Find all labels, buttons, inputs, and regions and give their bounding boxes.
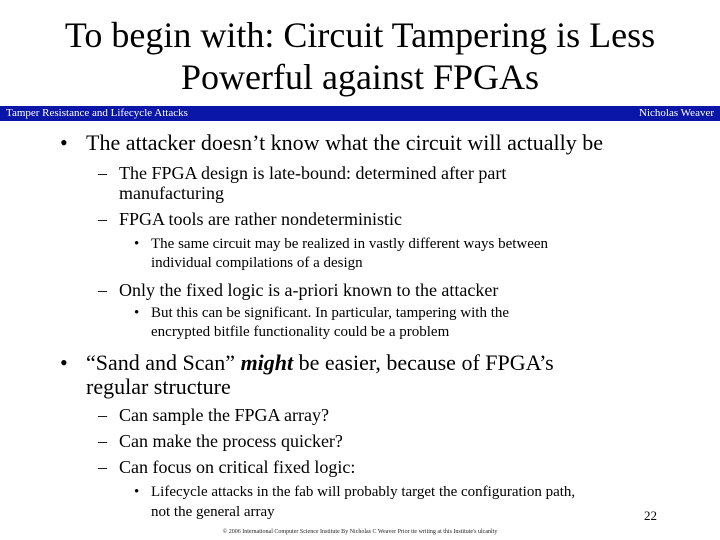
sub-bullet-text: Can make the process quicker? [119, 431, 343, 451]
sub-sub-bullet-continuation: individual compilations of a design [151, 255, 363, 271]
band-left-text: Tamper Resistance and Lifecycle Attacks [6, 107, 188, 119]
sub-sub-bullet-item [134, 236, 549, 253]
bullet-icon: • [134, 236, 140, 252]
dash-icon: – [98, 280, 107, 300]
sub-sub-bullet-text: The same circuit may be realized in vastly different ways between [151, 236, 549, 252]
bullet-icon: • [60, 350, 68, 375]
sub-sub-bullet-item [134, 305, 510, 322]
sub-bullet-item [98, 431, 343, 451]
band-right-text: Nicholas Weaver [639, 107, 714, 119]
bullet-text: The attacker doesn’t know what the circuit will actually be [86, 130, 604, 155]
header-band [0, 106, 720, 121]
sub-sub-bullet-continuation: not the general array [151, 504, 275, 520]
sub-sub-bullet-text: Lifecycle attacks in the fab will probably target the configuration path, [151, 484, 576, 500]
sub-bullet-item [98, 209, 402, 229]
bullet-item [60, 130, 604, 155]
title-line-1: To begin with: Circuit Tampering is Less [64, 15, 656, 55]
sub-bullet-text: The FPGA design is late-bound: determined after part [119, 163, 507, 183]
sub-bullet-text: Only the fixed logic is a-priori known to the attacker [119, 280, 499, 300]
bullet-text-pre: “Sand and Scan” [86, 350, 241, 375]
dash-icon: – [98, 405, 107, 425]
sub-bullet-item [98, 280, 499, 300]
sub-bullet-item [98, 457, 356, 477]
footer-text: © 2006 International Computer Science Institute By Nicholas C Weaver Prior tte writing at this Institute's ulcanlty [222, 529, 498, 535]
dash-icon: – [98, 431, 107, 451]
sub-sub-bullet-continuation: encrypted bitfile functionality could be a problem [151, 324, 450, 340]
page-number: 22 [644, 508, 657, 523]
title-line-2: Powerful against FPGAs [181, 57, 539, 97]
bullet-text [86, 351, 554, 375]
bullet-continuation: regular structure [86, 374, 231, 399]
slide-title [0, 14, 720, 98]
dash-icon: – [98, 209, 107, 229]
bullet-icon: • [60, 130, 68, 155]
dash-icon: – [98, 457, 107, 477]
sub-bullet-item [98, 405, 329, 425]
bullet-item [60, 350, 554, 375]
bullet-icon: • [134, 305, 140, 321]
sub-bullet-item [98, 163, 507, 183]
sub-bullet-text: Can sample the FPGA array? [119, 405, 329, 425]
bullet-icon: • [134, 484, 140, 500]
sub-bullet-continuation: manufacturing [119, 183, 224, 203]
sub-bullet-text: FPGA tools are rather nondeterministic [119, 209, 402, 229]
sub-sub-bullet-text: But this can be significant. In particular, tampering with the [151, 305, 510, 321]
bullet-text-post: be easier, because of FPGA’s [293, 350, 554, 375]
dash-icon: – [98, 163, 107, 183]
sub-sub-bullet-item [134, 484, 576, 501]
emphasis-text: might [240, 350, 294, 375]
sub-bullet-text: Can focus on critical fixed logic: [119, 457, 356, 477]
